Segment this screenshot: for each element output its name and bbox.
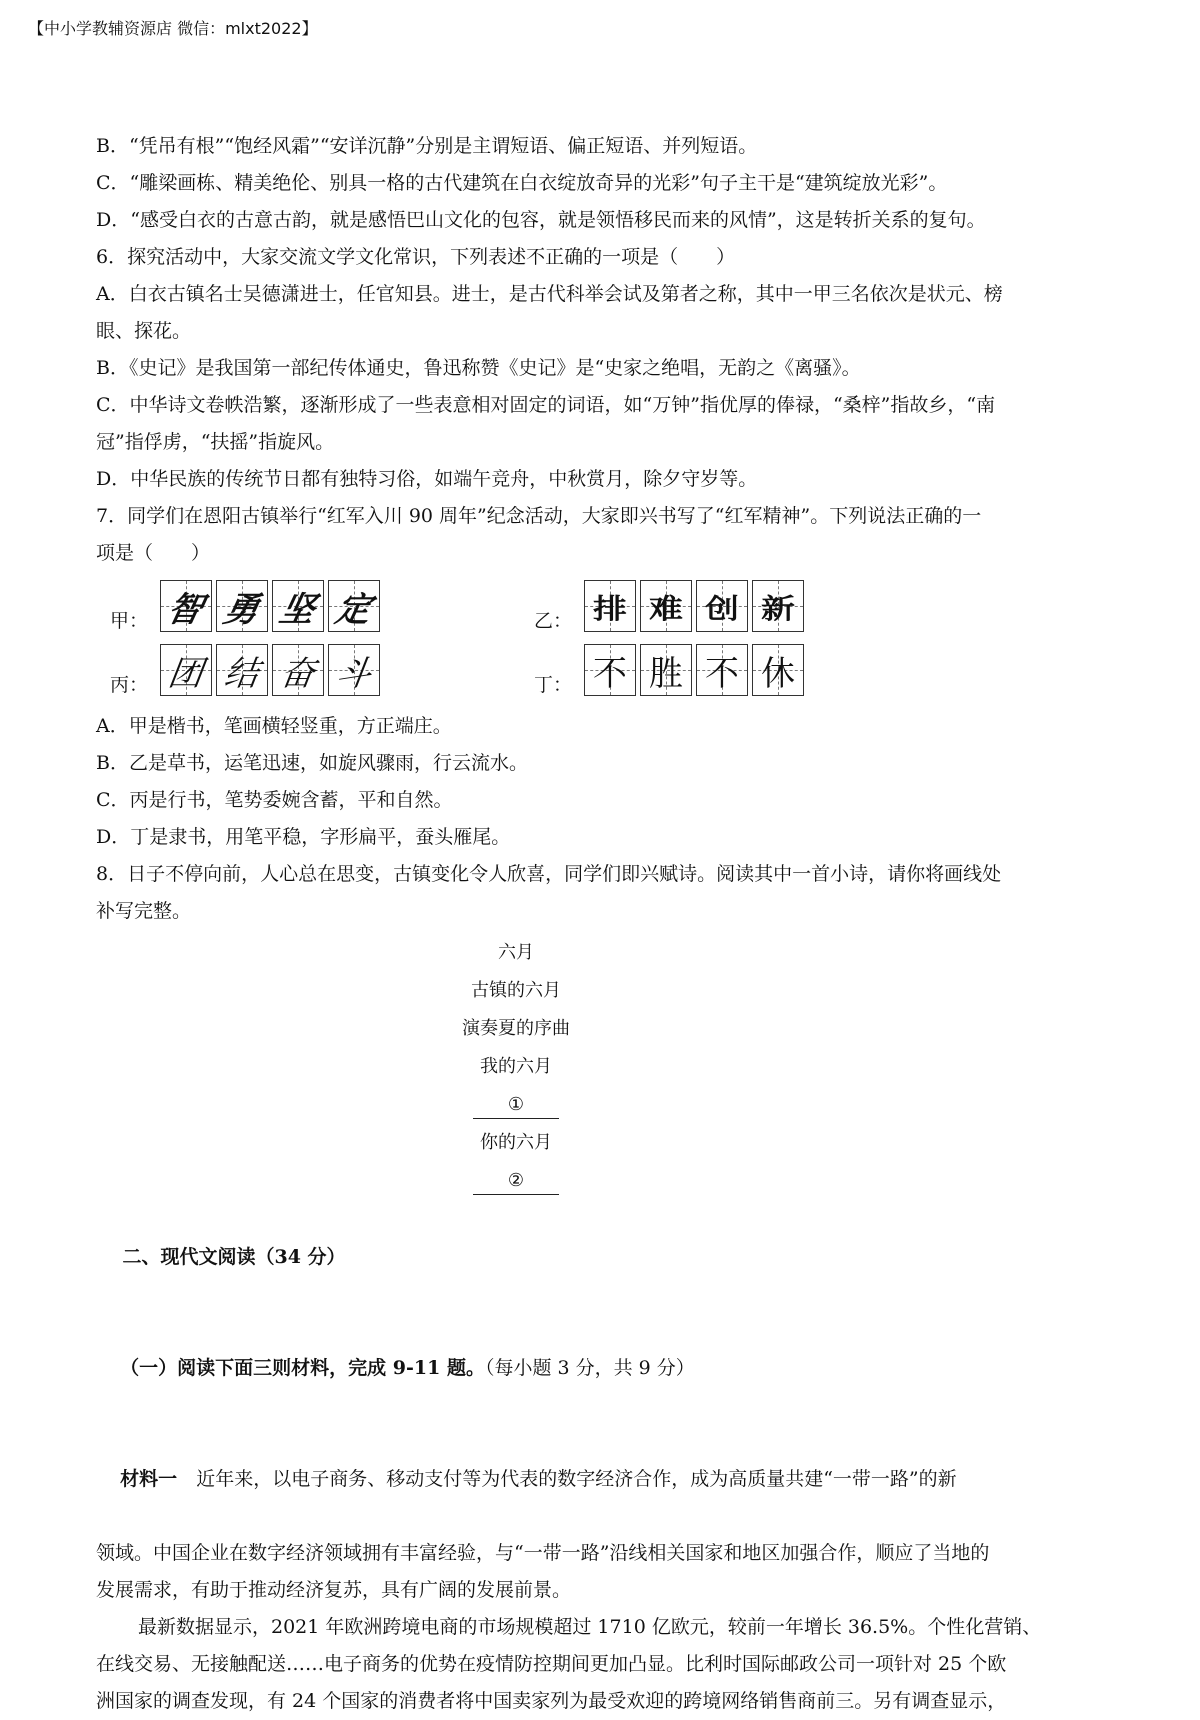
q7-option-c: C．丙是行书，笔势委婉含蓄，平和自然。	[96, 789, 453, 811]
calligraphy-char: 胜	[640, 644, 692, 696]
calligraphy-sample-jia	[160, 580, 380, 632]
calligraphy-row-1	[96, 580, 1110, 644]
calligraphy-char: 创	[696, 580, 748, 632]
q6-option-a-line2: 眼、探花。	[96, 320, 192, 342]
material1-line1: 材料一 近年来，以电子商务、移动支付等为代表的数字经济合作，成为高质量共建“一带一路”的新	[120, 1468, 957, 1490]
q6-option-d: D．中华民族的传统节日都有独特习俗，如端午竞舟，中秋赏月，除夕守岁等。	[96, 468, 758, 490]
calligraphy-char: 新	[752, 580, 804, 632]
calligraphy-label-yi: 乙：	[534, 610, 573, 632]
q8-stem-line1: 8．日子不停向前，人心总在思变，古镇变化令人欣喜，同学们即兴赋诗。阅读其中一首小诗，请你将画线处	[96, 863, 1002, 885]
q7-stem-line1: 7．同学们在恩阳古镇举行“红军入川 90 周年”纪念活动，大家即兴书写了“红军精神”。下列说法正确的一	[96, 505, 982, 527]
calligraphy-char: 结	[216, 644, 268, 696]
poem-blank-2[interactable]: ②	[96, 1162, 936, 1200]
q7-option-a: A．甲是楷书，笔画横轻竖重，方正端庄。	[96, 715, 452, 737]
calligraphy-char: 排	[584, 580, 636, 632]
q6-option-c-line1: C．中华诗文卷帙浩繁，逐渐形成了一些表意相对固定的词语，如“万钟”指优厚的俸禄，“桑梓”指故乡，“南	[96, 394, 996, 416]
calligraphy-figure	[96, 580, 1110, 708]
material1-line2: 领域。中国企业在数字经济领域拥有丰富经验，与“一带一路”沿线相关国家和地区加强合作，顺应了当地的	[96, 1542, 990, 1564]
calligraphy-char: 难	[640, 580, 692, 632]
q7-option-d: D．丁是隶书，用笔平稳，字形扁平，蚕头雁尾。	[96, 826, 511, 848]
poem-line: 演奏夏的序曲	[462, 1018, 570, 1039]
poem-blank-1[interactable]: ①	[96, 1086, 936, 1124]
q6-option-b: B．《史记》是我国第一部纪传体通史，鲁迅称赞《史记》是“史家之绝唱，无韵之《离骚》。	[96, 357, 861, 379]
watermark-header: 【中小学教辅资源店 微信：mlxt2022】	[28, 19, 318, 38]
calligraphy-label-ding: 丁：	[534, 674, 573, 696]
calligraphy-sample-bing	[160, 644, 380, 696]
calligraphy-row-2	[96, 644, 1110, 708]
poem-line: 你的六月	[480, 1132, 552, 1153]
material1-p2-line2: 在线交易、无接触配送……电子商务的优势在疫情防控期间更加凸显。比利时国际邮政公司一项针对 25 个欧	[96, 1653, 1007, 1675]
section2-subheading: （一）阅读下面三则材料，完成 9-11 题。（每小题 3 分，共 9 分）	[120, 1357, 695, 1379]
calligraphy-char: 团	[160, 644, 212, 696]
poem	[96, 934, 936, 1200]
material1-p2-line1: 最新数据显示，2021 年欧洲跨境电商的市场规模超过 1710 亿欧元，较前一年增长 36.5%。个性化营销、	[138, 1616, 1042, 1638]
poem-line: 我的六月	[480, 1056, 552, 1077]
section2-heading: 二、现代文阅读（34 分）	[122, 1246, 346, 1268]
calligraphy-char: 不	[696, 644, 748, 696]
calligraphy-char: 休	[752, 644, 804, 696]
exam-page	[96, 128, 1110, 1720]
calligraphy-sample-yi	[584, 580, 804, 632]
poem-line: 古镇的六月	[471, 980, 561, 1001]
q5-option-d: D．“感受白衣的古意古韵，就是感悟巴山文化的包容，就是领悟移民而来的风情”，这是转折关系的复句。	[96, 209, 986, 231]
calligraphy-char: 坚	[272, 580, 324, 632]
poem-title: 六月	[498, 942, 534, 963]
calligraphy-char: 斗	[328, 644, 380, 696]
calligraphy-char: 奋	[272, 644, 324, 696]
material1-p2-line3: 洲国家的调查发现，有 24 个国家的消费者将中国卖家列为最受欢迎的跨境网络销售商前三。另有调查显示，	[96, 1690, 1007, 1712]
q5-option-b: B．“凭吊有根”“饱经风霜”“安详沉静”分别是主谓短语、偏正短语、并列短语。	[96, 135, 758, 157]
q5-option-c: C．“雕梁画栋、精美绝伦、别具一格的古代建筑在白衣绽放奇异的光彩”句子主干是“建筑绽放光彩”。	[96, 172, 948, 194]
calligraphy-char: 定	[328, 580, 380, 632]
calligraphy-sample-ding	[584, 644, 804, 696]
q6-stem: 6．探究活动中，大家交流文学文化常识，下列表述不正确的一项是（ ）	[96, 246, 736, 268]
q6-option-a-line1: A．白衣古镇名士吴德潇进士，任官知县。进士，是古代科举会试及第者之称，其中一甲三名依次是状元、榜	[96, 283, 1003, 305]
q7-stem-line2: 项是（ ）	[96, 542, 211, 564]
calligraphy-char: 勇	[216, 580, 268, 632]
calligraphy-char: 不	[584, 644, 636, 696]
q6-option-c-line2: 冠”指俘虏，“扶摇”指旋风。	[96, 431, 335, 453]
q8-stem-line2: 补写完整。	[96, 900, 192, 922]
calligraphy-label-bing: 丙：	[110, 674, 149, 696]
calligraphy-label-jia: 甲：	[110, 610, 149, 632]
material1-line3: 发展需求，有助于推动经济复苏，具有广阔的发展前景。	[96, 1579, 572, 1601]
q7-option-b: B．乙是草书，运笔迅速，如旋风骤雨，行云流水。	[96, 752, 528, 774]
calligraphy-char: 智	[160, 580, 212, 632]
